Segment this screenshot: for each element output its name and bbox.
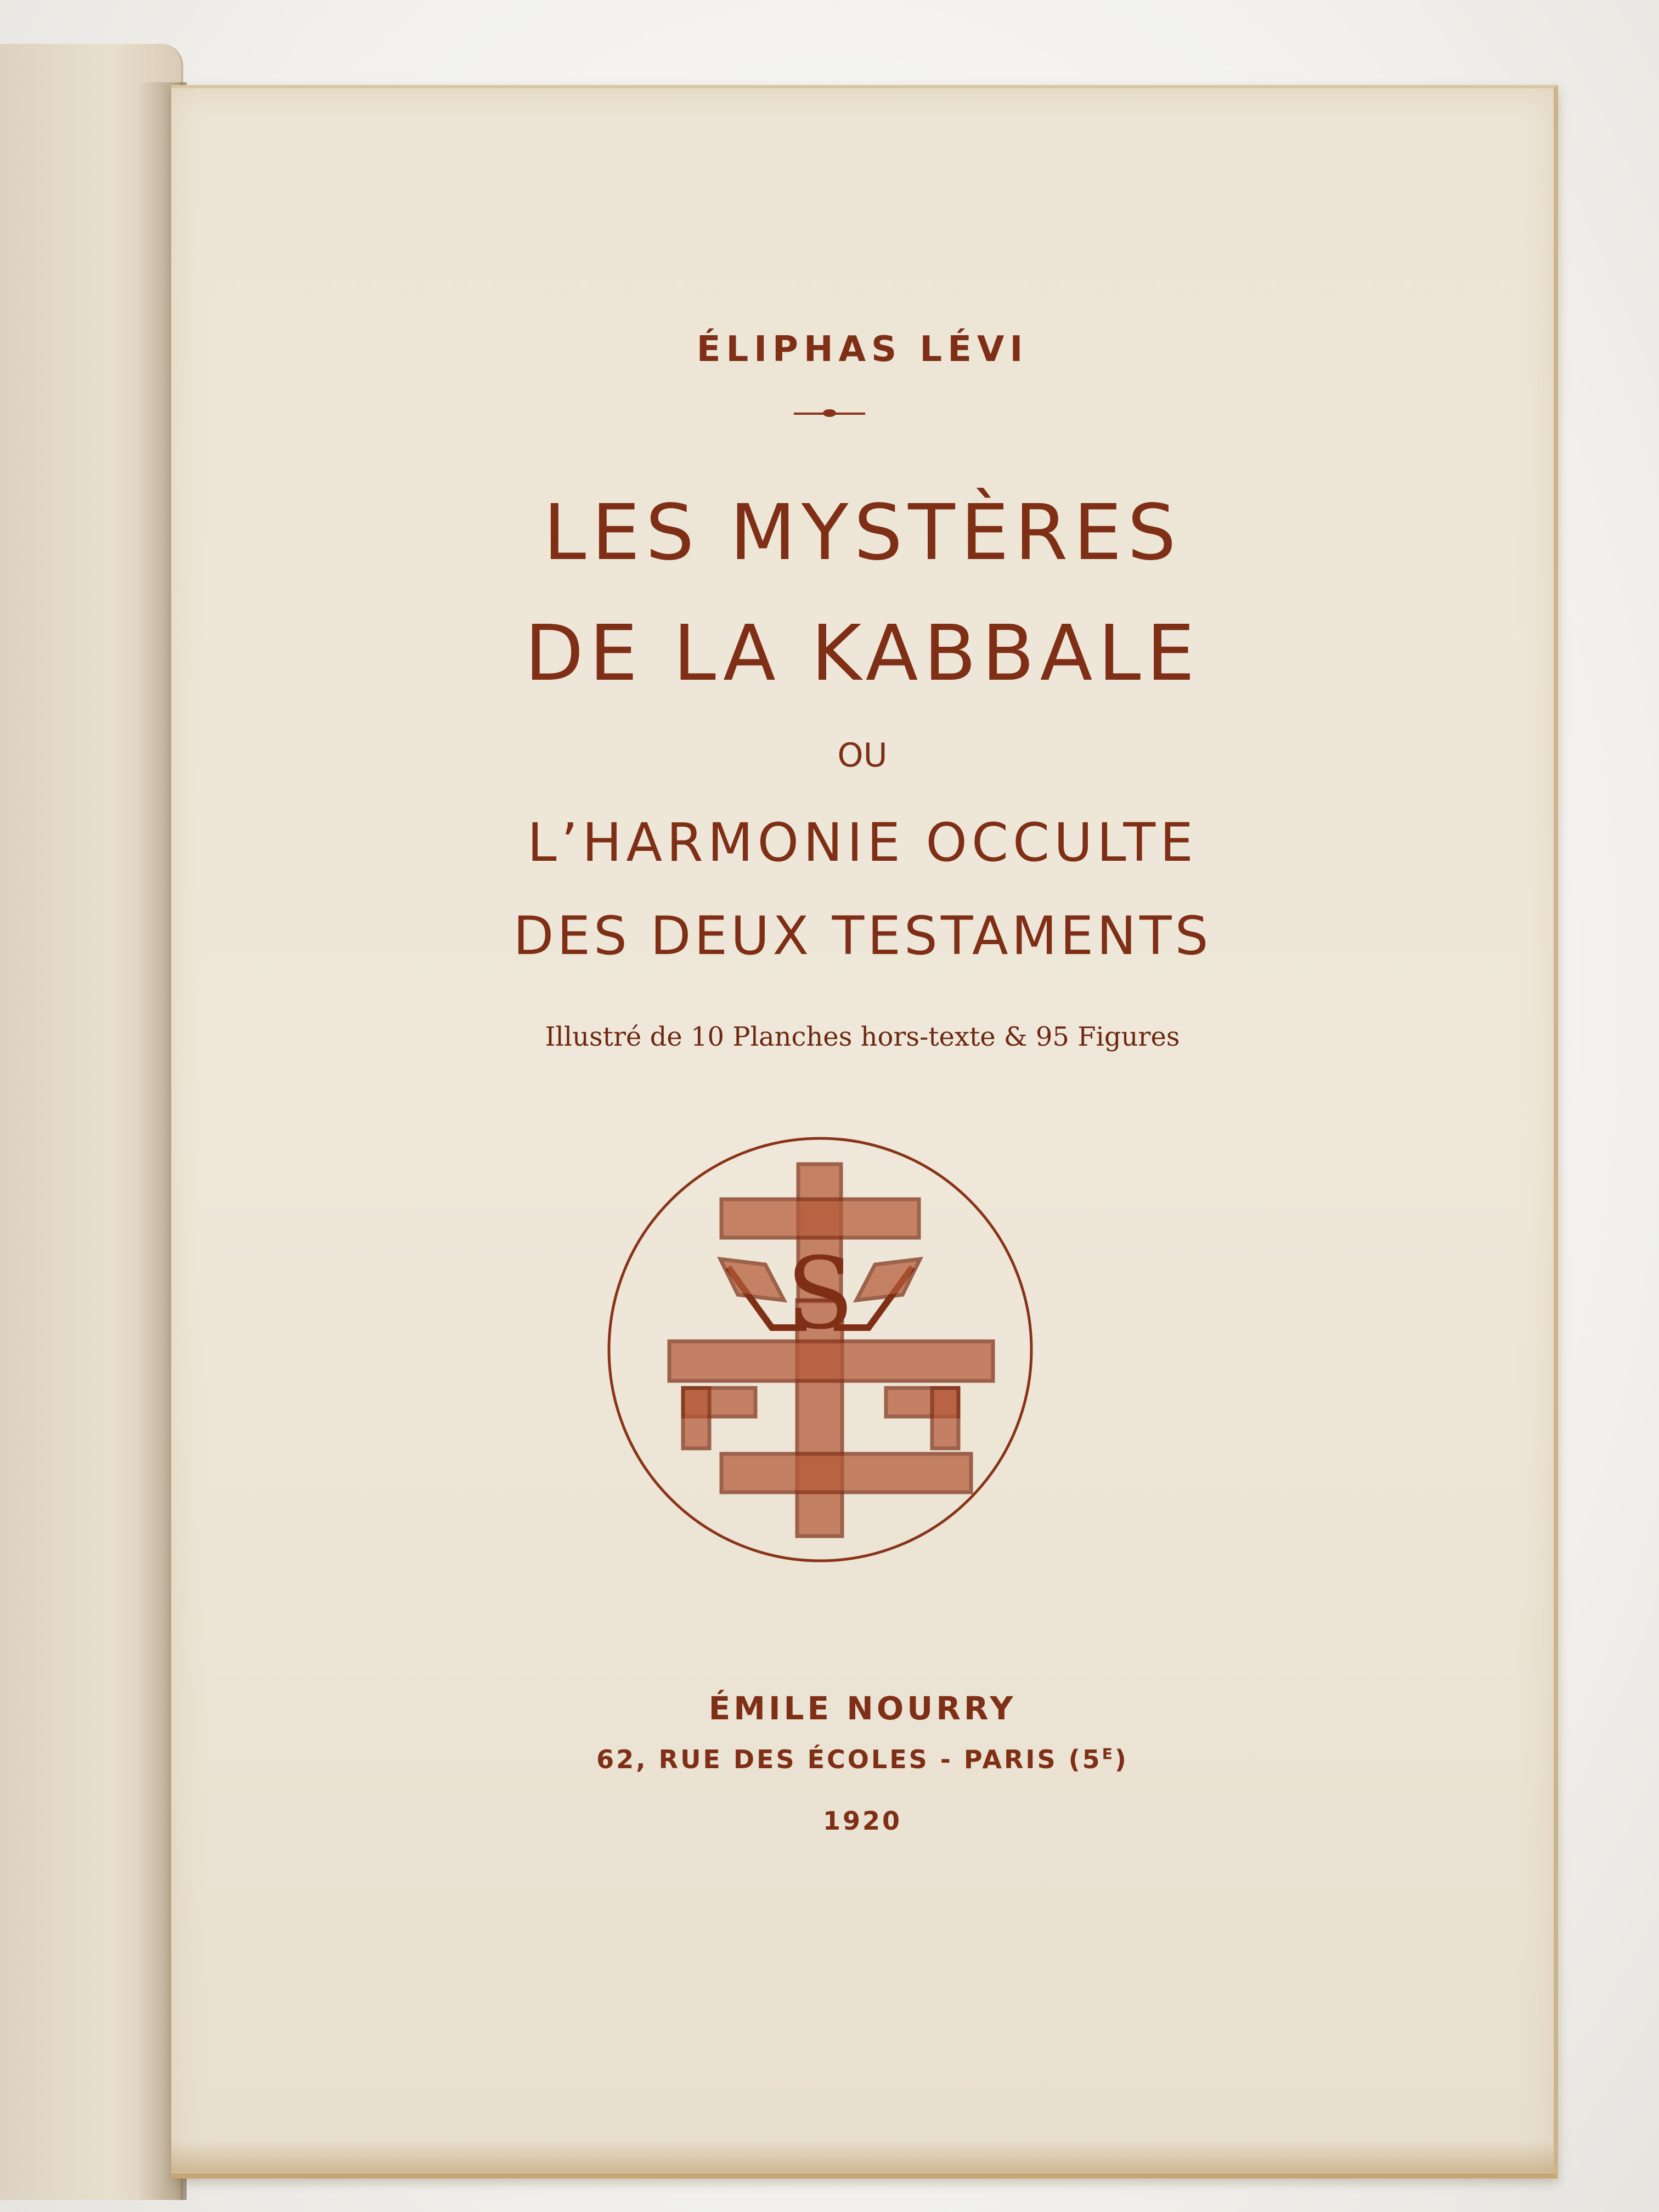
book-title-line-1: LES MYSTÈRES [543,488,1182,578]
author-name: ÉLIPHAS LÉVI [696,329,1029,370]
book-title-line-2: DE LA KABBALE [524,609,1200,698]
ornament-dot [823,409,836,417]
subtitle-line-2: DES DEUX TESTAMENTS [513,905,1212,967]
illustration-note: Illustré de 10 Planches hors-texte & 95 Figures [545,1022,1180,1052]
address-end: ) [1114,1745,1128,1774]
address-superscript: E [1102,1745,1115,1763]
conjunction-ou: OU [837,736,888,775]
publisher-address [171,1745,1554,1774]
page-edge-stain [171,2140,1554,2172]
subtitle-line-1: L’HARMONIE OCCULTE [527,812,1198,873]
publication-year: 1920 [822,1806,902,1836]
address-main: 62, RUE DES ÉCOLES - PARIS (5 [596,1745,1102,1774]
publisher-name: ÉMILE NOURRY [708,1690,1017,1727]
cross-with-s-emblem-icon [601,1130,1040,1569]
emblem-letter: S [786,1237,854,1351]
